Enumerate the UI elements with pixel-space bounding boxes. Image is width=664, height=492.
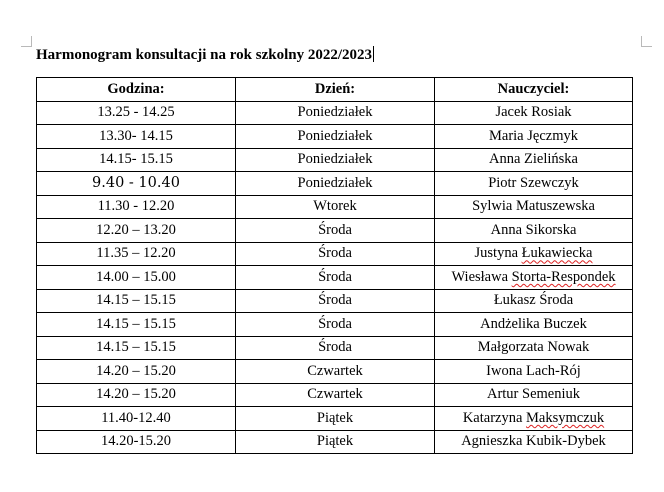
time-cell: 12.20 – 13.20 <box>37 219 236 243</box>
header-teacher: Nauczyciel: <box>435 78 633 102</box>
teacher-cell <box>435 289 633 313</box>
teacher-cell <box>435 430 633 454</box>
time-cell: 11.40-12.40 <box>37 407 236 431</box>
text-cursor <box>373 46 374 62</box>
time-cell: 14.20-15.20 <box>37 430 236 454</box>
teacher-cell <box>435 313 633 337</box>
document-title[interactable] <box>36 46 374 64</box>
teacher-cell <box>435 125 633 149</box>
day-cell: Środa <box>236 266 435 290</box>
day-cell: Środa <box>236 242 435 266</box>
time-cell: 14.15 – 15.15 <box>37 336 236 360</box>
teacher-last-name: Buczek <box>543 315 587 332</box>
day-cell: Poniedziałek <box>236 125 435 149</box>
table-row <box>37 101 633 125</box>
teacher-last-name: Środa <box>539 292 574 309</box>
table-header-row <box>37 78 633 102</box>
time-cell: 9.40 - 10.40 <box>37 172 236 196</box>
day-cell: Czwartek <box>236 383 435 407</box>
table-row <box>37 289 633 313</box>
day-cell: Środa <box>236 289 435 313</box>
time-cell: 14.00 – 15.00 <box>37 266 236 290</box>
teacher-first-name: Jacek <box>495 104 528 121</box>
time-cell: 14.15 – 15.15 <box>37 313 236 337</box>
teacher-cell <box>435 101 633 125</box>
table-row <box>37 360 633 384</box>
teacher-cell <box>435 336 633 360</box>
teacher-first-name: Artur <box>486 386 519 403</box>
teacher-first-name: Andżelika <box>480 315 540 332</box>
teacher-last-name: Jęczmyk <box>527 127 578 144</box>
teacher-first-name: Maria <box>489 127 524 144</box>
teacher-first-name: Anna <box>490 221 523 238</box>
teacher-last-name: Storta-Respondek <box>511 268 616 285</box>
teacher-first-name: Justyna <box>474 245 518 262</box>
teacher-cell <box>435 266 633 290</box>
time-cell: 14.20 – 15.20 <box>37 360 236 384</box>
table-row <box>37 148 633 172</box>
teacher-first-name: Agnieszka <box>461 433 523 450</box>
header-time: Godzina: <box>37 78 236 102</box>
teacher-last-name: Maksymczuk <box>526 409 605 426</box>
consultation-schedule-table <box>36 77 633 454</box>
teacher-last-name: Sikorska <box>525 221 577 238</box>
day-cell: Poniedziałek <box>236 101 435 125</box>
table-row <box>37 125 633 149</box>
teacher-cell <box>435 172 633 196</box>
day-cell: Piątek <box>236 407 435 431</box>
teacher-first-name: Katarzyna <box>462 409 523 426</box>
table-row <box>37 195 633 219</box>
table-row <box>37 313 633 337</box>
teacher-last-name: Kubik-Dybek <box>526 433 606 450</box>
teacher-cell <box>435 219 633 243</box>
table-row <box>37 242 633 266</box>
table-row <box>37 219 633 243</box>
teacher-first-name: Sylwia <box>472 198 513 215</box>
time-cell: 13.25 - 14.25 <box>37 101 236 125</box>
teacher-cell <box>435 148 633 172</box>
teacher-last-name: Łukawiecka <box>521 245 593 262</box>
page-margin-corner-top-left <box>21 36 32 47</box>
page-margin-corner-top-right <box>641 36 652 47</box>
teacher-first-name: Małgorzata <box>477 339 544 356</box>
teacher-last-name: Matuszewska <box>515 198 595 215</box>
teacher-cell <box>435 383 633 407</box>
time-cell: 11.35 – 12.20 <box>37 242 236 266</box>
day-cell: Środa <box>236 219 435 243</box>
header-day: Dzień: <box>236 78 435 102</box>
day-cell: Wtorek <box>236 195 435 219</box>
table-row <box>37 172 633 196</box>
teacher-last-name: Nowak <box>547 339 590 356</box>
teacher-first-name: Anna <box>488 151 521 168</box>
teacher-cell <box>435 242 633 266</box>
time-cell: 14.15- 15.15 <box>37 148 236 172</box>
teacher-last-name: Lach-Rój <box>526 362 581 379</box>
time-cell: 14.15 – 15.15 <box>37 289 236 313</box>
teacher-first-name: Iwona <box>486 362 523 379</box>
teacher-last-name: Zielińska <box>524 151 578 168</box>
document-title-text: Harmonogram konsultacji na rok szkolny 2022/2023 <box>36 47 372 63</box>
teacher-cell <box>435 360 633 384</box>
table-row <box>37 430 633 454</box>
teacher-cell <box>435 195 633 219</box>
table-row <box>37 407 633 431</box>
teacher-last-name: Rosiak <box>531 104 572 121</box>
day-cell: Środa <box>236 336 435 360</box>
day-cell: Piątek <box>236 430 435 454</box>
table-row <box>37 336 633 360</box>
teacher-last-name: Semeniuk <box>522 386 581 403</box>
time-cell: 13.30- 14.15 <box>37 125 236 149</box>
day-cell: Czwartek <box>236 360 435 384</box>
teacher-first-name: Łukasz <box>493 292 536 309</box>
table-row <box>37 383 633 407</box>
teacher-cell <box>435 407 633 431</box>
day-cell: Poniedziałek <box>236 148 435 172</box>
time-cell: 11.30 - 12.20 <box>37 195 236 219</box>
teacher-first-name: Piotr <box>488 174 517 191</box>
day-cell: Poniedziałek <box>236 172 435 196</box>
table-row <box>37 266 633 290</box>
teacher-first-name: Wiesława <box>451 268 509 285</box>
teacher-last-name: Szewczyk <box>520 174 579 191</box>
day-cell: Środa <box>236 313 435 337</box>
time-cell: 14.20 – 15.20 <box>37 383 236 407</box>
